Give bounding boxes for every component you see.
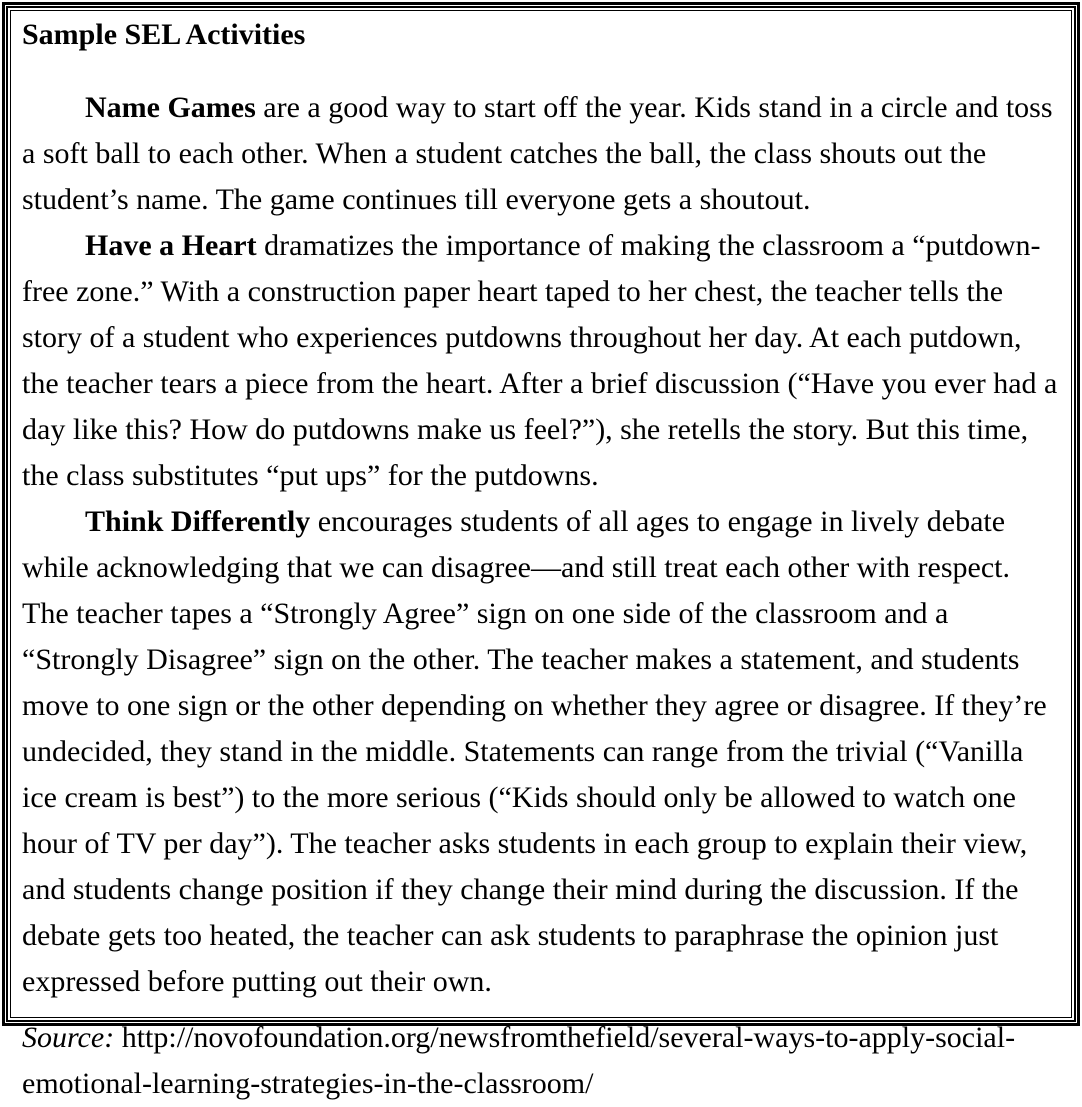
activity-body-name-games: are a good way to start off the year. Kids stand in a circle and toss a soft ball to each other. When a student catches the ball, the class shouts out the student’s name. The game continues till everyone gets a shoutout. [22, 91, 1053, 216]
source-url-text: http://novofoundation.org/newsfromthefield/several-ways-to-apply-social-emotional-learning-strategies-in-the-classroom/ [22, 1021, 1016, 1100]
triple-border-outer [2, 2, 1080, 1100]
document-title: Sample SEL Activities [22, 18, 306, 51]
paragraph-think-differently [22, 499, 1060, 1005]
paragraph-name-games [22, 85, 1060, 223]
document-content [10, 10, 1072, 1100]
source-label: Source: [22, 1021, 115, 1054]
activity-lead-have-a-heart: Have a Heart [85, 229, 257, 262]
source-line [22, 1015, 1060, 1107]
paragraph-have-a-heart [22, 223, 1060, 499]
activity-lead-name-games: Name Games [85, 91, 256, 124]
triple-border-middle [6, 6, 1076, 1100]
activity-lead-think-differently: Think Differently [85, 505, 311, 538]
activity-body-have-a-heart: dramatizes the importance of making the classroom a “putdown-free zone.” With a construction paper heart taped to her chest, the teacher tells the story of a student who experiences putdowns throughout her day. At each putdown, the teacher tears a piece from the heart. After a brief discussion (“Have you ever had a day like this? How do putdowns make us feel?”), she retells the story. But this time, the class substitutes “put ups” for the putdowns. [22, 229, 1058, 492]
activity-body-think-differently: encourages students of all ages to engage in lively debate while acknowledging that we can disagree—and still treat each other with respect. The teacher tapes a “Strongly Agree” sign on one side of the classroom and a “Strongly Disagree” sign on the other. The teacher makes a statement, and students move to one sign or the other depending on whether they agree or disagree. If they’re undecided, they stand in the middle. Statements can range from the trivial (“Vanilla ice cream is best”) to the more serious (“Kids should only be allowed to watch one hour of TV per day”). The teacher asks students in each group to explain their view, and students change position if they change their mind during the discussion. If the debate gets too heated, the teacher can ask students to paraphrase the opinion just expressed before putting out their own. [22, 505, 1047, 998]
